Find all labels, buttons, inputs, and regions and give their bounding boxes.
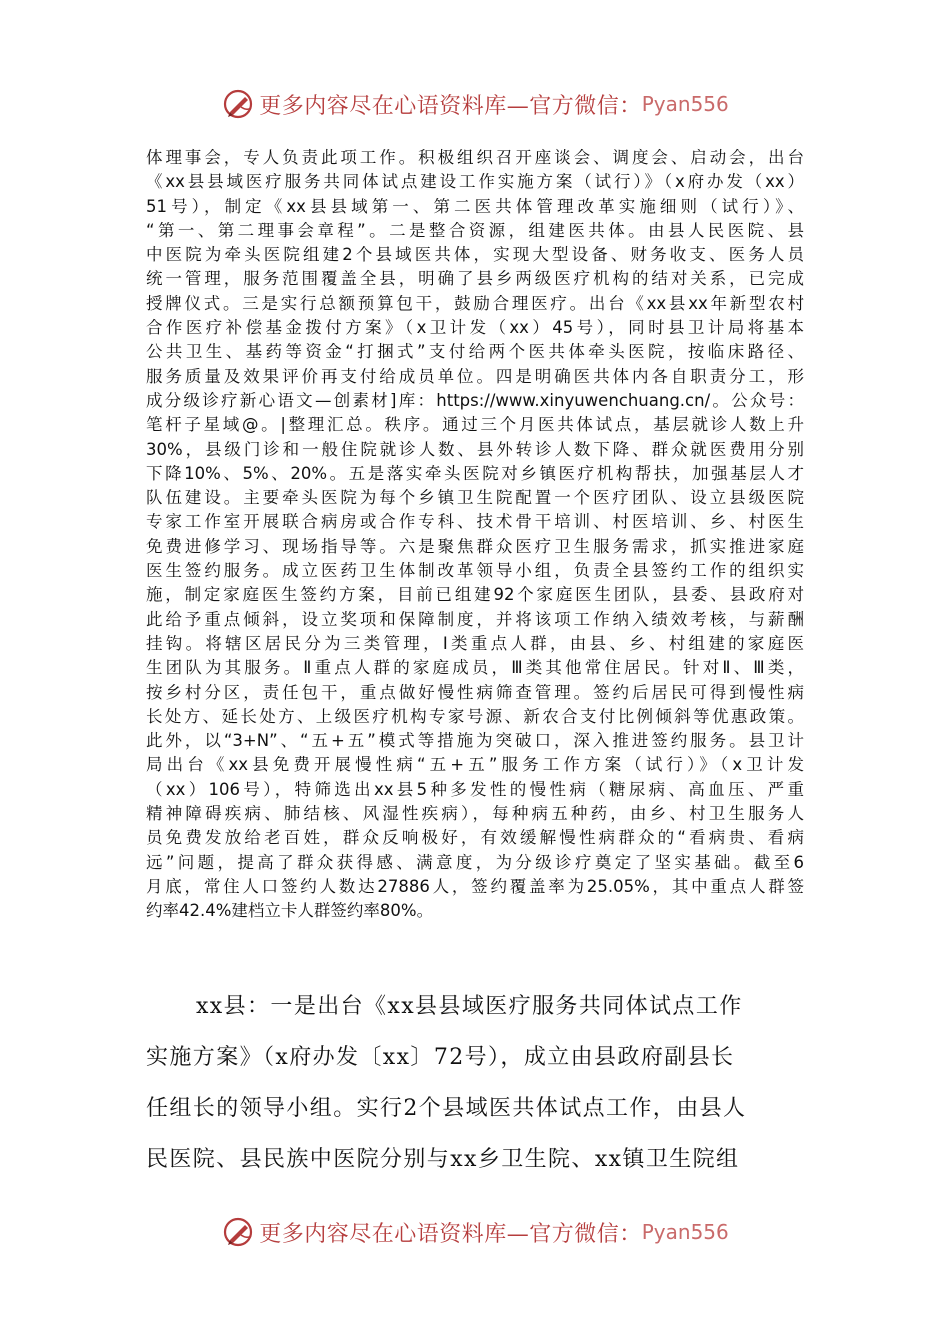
text-line: 员免费发放给老百姓，群众反响极好，有效缓解慢性病群众的“看病贵、看病 [146,828,804,848]
footer-banner [0,1212,950,1252]
text-line: 30%，县级门诊和一般住院就诊人数、县外转诊人数下降、群众就医费用分别 [146,439,804,459]
pen-logo-icon [221,87,255,121]
text-line: 生团队为其服务。Ⅱ重点人群的家庭成员，Ⅲ类其他常住居民。针对Ⅱ、Ⅲ类， [146,658,804,678]
text-line: 按乡村分区，责任包干，重点做好慢性病筛查管理。签约后居民可得到慢性病 [146,682,804,702]
text-line: 免费进修学习、现场指导等。六是聚焦群众医疗卫生服务需求，抓实推进家庭 [146,536,804,556]
text-line: 授牌仪式。三是实行总额预算包干，鼓励合理医疗。出台《xx县xx年新型农村 [146,293,804,313]
text-line: 施，制定家庭医生签约方案，目前已组建92个家庭医生团队，县委、县政府对 [146,585,804,605]
text-line: 队伍建设。主要牵头医院为每个乡镇卫生院配置一个医疗团队、设立县级医院 [146,488,804,508]
text-line: （xx）106号），特筛选出xx县5种多发性的慢性病（糖尿病、高血压、严重 [146,779,804,799]
text-line: 局出台《xx县免费开展慢性病“五+五”服务工作方案（试行）》（x卫计发 [146,755,804,775]
text-line: 下降10%、5%、20%。五是落实牵头医院对乡镇医疗机构帮扶，加强基层人才 [146,463,804,483]
footer-banner-text: 更多内容尽在心语资料库—官方微信： [259,1221,642,1247]
footer-banner-wechat-id: Pyan556 [641,1220,729,1244]
text-line: 约率42.4%建档立卡人群签约率80%。 [146,901,434,921]
text-line: 精神障碍疾病、肺结核、风湿性疾病），每种病五种药，由乡、村卫生服务人 [146,804,804,824]
text-line: xx县：一是出台《xx县县域医疗服务共同体试点工作 [196,994,743,1019]
pen-logo-icon [221,1215,255,1249]
text-line: 实施方案》（x府办发〔xx〕72号），成立由县政府副县长 [146,1045,735,1070]
text-line: 任组长的领导小组。实行2个县域医共体试点工作，由县人 [146,1096,747,1121]
text-line: 《xx县县域医疗服务共同体试点建设工作实施方案（试行）》（x府办发（xx） [146,172,804,192]
text-line: 51号），制定《xx县县域第一、第二医共体管理改革实施细则（试行）》、 [146,196,804,216]
text-line: 此外，以“3+N”、“五+五”模式等措施为突破口，深入推进签约服务。县卫计 [146,731,804,751]
paragraph-2 [146,981,806,1185]
text-line: 民医院、县民族中医院分别与xx乡卫生院、xx镇卫生院组 [146,1147,740,1172]
text-line: 此给予重点倾斜，设立奖项和保障制度，并将该项工作纳入绩效考核，与薪酬 [146,609,804,629]
text-line: 专家工作室开展联合病房或合作专科、技术骨干培训、村医培训、乡、村医生 [146,512,804,532]
text-line: 月底，常住人口签约人数达27886人，签约覆盖率为25.05%，其中重点人群签 [146,876,804,896]
header-banner-text: 更多内容尽在心语资料库—官方微信： [259,93,642,119]
header-banner-wechat-id: Pyan556 [641,92,729,116]
text-line: 医生签约服务。成立医药卫生体制改革领导小组，负责全县签约工作的组织实 [146,561,804,581]
text-line: 笔杆子星域@。|整理汇总。秩序。通过三个月医共体试点，基层就诊人数上升 [146,415,804,435]
text-line: 服务质量及效果评价再支付给成员单位。四是明确医共体内各自职责分工，形 [146,366,804,386]
paragraph-1 [146,146,804,924]
text-line: 成分级诊疗新心语文—创素材]库：https://www.xinyuwenchuang.cn/。公众号： [146,390,804,410]
text-line: “第一、第二理事会章程”。二是整合资源，组建医共体。由县人民医院、县 [146,220,804,240]
text-line: 统一管理，服务范围覆盖全县，明确了县乡两级医疗机构的结对关系，已完成 [146,269,804,289]
text-line: 挂钩。将辖区居民分为三类管理，Ⅰ类重点人群，由县、乡、村组建的家庭医 [146,633,804,653]
text-line: 合作医疗补偿基金拨付方案》（x卫计发（xx）45号），同时县卫计局将基本 [146,318,804,338]
text-line: 长处方、延长处方、上级医疗机构专家号源、新农合支付比例倾斜等优惠政策。 [146,706,804,726]
text-line: 中医院为牵头医院组建2个县域医共体，实现大型设备、财务收支、医务人员 [146,245,804,265]
text-line: 体理事会，专人负责此项工作。积极组织召开座谈会、调度会、启动会，出台 [146,148,804,167]
header-banner [0,84,950,124]
text-line: 公共卫生、基药等资金“打捆式”支付给两个医共体牵头医院，按临床路径、 [146,342,804,362]
text-line: 远”问题，提高了群众获得感、满意度，为分级诊疗奠定了坚实基础。截至6 [146,852,804,872]
